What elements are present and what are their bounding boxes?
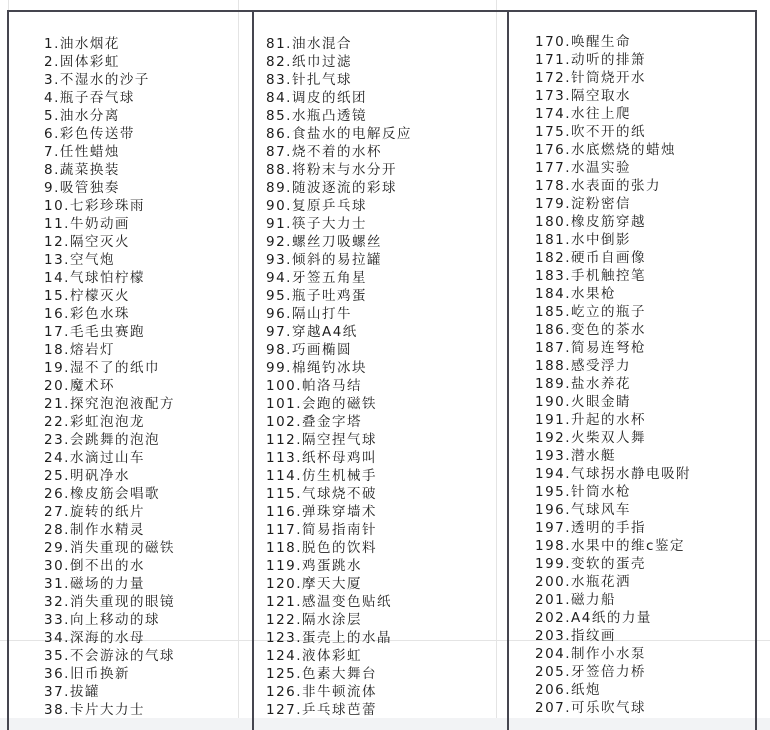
- list-item: 86.食盐水的电解反应: [266, 126, 412, 142]
- list-item: 25.明矾净水: [44, 468, 130, 484]
- list-item: 22.彩虹泡泡龙: [44, 414, 145, 430]
- list-item: 179.淀粉密信: [535, 196, 632, 212]
- list-item: 123.蛋壳上的水晶: [266, 630, 393, 646]
- list-item: 197.透明的手指: [535, 520, 647, 536]
- list-item: 114.仿生机械手: [266, 468, 378, 484]
- list-item: 82.纸巾过滤: [266, 54, 352, 70]
- list-item: 180.橡皮筋穿越: [535, 214, 647, 230]
- list-item: 7.任性蜡烛: [44, 144, 120, 160]
- list-item: 190.火眼金睛: [535, 394, 632, 410]
- list-item: 207.可乐吹气球: [535, 700, 647, 716]
- list-item: 34.深海的水母: [44, 630, 145, 646]
- list-item: 31.磁场的力量: [44, 576, 145, 592]
- list-item: 5.油水分离: [44, 108, 120, 124]
- list-item: 176.水底燃烧的蜡烛: [535, 142, 677, 158]
- list-item: 97.穿越A4纸: [266, 324, 358, 340]
- list-item: 92.螺丝刀吸螺丝: [266, 234, 382, 250]
- list-item: 171.动听的排箫: [535, 52, 647, 68]
- list-item: 90.复原乒乓球: [266, 198, 367, 214]
- experiment-list-1: [44, 35, 175, 719]
- list-item: 200.水瓶花洒: [535, 574, 632, 590]
- list-item: 186.变色的茶水: [535, 322, 647, 338]
- list-item: 98.巧画椭圆: [266, 342, 352, 358]
- list-item: 94.牙签五角星: [266, 270, 367, 286]
- list-item: 95.瓶子吐鸡蛋: [266, 288, 367, 304]
- list-item: 3.不湿水的沙子: [44, 72, 150, 88]
- list-item: 203.指纹画: [535, 628, 617, 644]
- list-item: 185.屹立的瓶子: [535, 304, 647, 320]
- list-item: 91.筷子大力士: [266, 216, 367, 232]
- list-item: 194.气球拐水静电吸附: [535, 466, 692, 482]
- list-item: 24.水滴过山车: [44, 450, 145, 466]
- list-item: 21.探究泡泡液配方: [44, 396, 175, 412]
- list-item: 38.卡片大力士: [44, 702, 145, 718]
- list-item: 116.弹珠穿墙术: [266, 504, 378, 520]
- list-item: 20.魔术环: [44, 378, 115, 394]
- list-item: 10.七彩珍珠雨: [44, 198, 145, 214]
- list-item: 100.帕洛马结: [266, 378, 363, 394]
- list-item: 12.隔空灭火: [44, 234, 130, 250]
- list-item: 37.拔罐: [44, 684, 100, 700]
- list-item: 204.制作小水泵: [535, 646, 647, 662]
- list-item: 17.毛毛虫赛跑: [44, 324, 145, 340]
- list-item: 196.气球风车: [535, 502, 632, 518]
- list-item: 184.水果枪: [535, 286, 617, 302]
- list-item: 2.固体彩虹: [44, 54, 120, 70]
- list-item: 23.会跳舞的泡泡: [44, 432, 160, 448]
- list-item: 15.柠檬灭火: [44, 288, 130, 304]
- list-item: 126.非牛顿流体: [266, 684, 378, 700]
- list-item: 188.感受浮力: [535, 358, 632, 374]
- list-item: 182.硬币自画像: [535, 250, 647, 266]
- list-item: 36.旧币换新: [44, 666, 130, 682]
- list-item: 119.鸡蛋跳水: [266, 558, 363, 574]
- list-item: 4.瓶子吞气球: [44, 90, 135, 106]
- list-item: 81.油水混合: [266, 36, 352, 52]
- list-item: 113.纸杯母鸡叫: [266, 450, 378, 466]
- list-item: 172.针筒烧开水: [535, 70, 647, 86]
- list-item: 189.盐水养花: [535, 376, 632, 392]
- list-item: 13.空气炮: [44, 252, 115, 268]
- list-item: 85.水瓶凸透镜: [266, 108, 367, 124]
- list-item: 205.牙签倍力桥: [535, 664, 647, 680]
- list-item: 32.消失重现的眼镜: [44, 594, 175, 610]
- list-item: 118.脱色的饮料: [266, 540, 378, 556]
- list-item: 112.隔空捏气球: [266, 432, 378, 448]
- list-item: 117.简易指南针: [266, 522, 378, 538]
- list-item: 201.磁力船: [535, 592, 617, 608]
- list-item: 96.隔山打牛: [266, 306, 352, 322]
- list-item: 122.隔水涂层: [266, 612, 363, 628]
- list-item: 35.不会游泳的气球: [44, 648, 175, 664]
- list-item: 206.纸炮: [535, 682, 602, 698]
- list-item: 27.旋转的纸片: [44, 504, 145, 520]
- list-item: 124.液体彩虹: [266, 648, 363, 664]
- experiment-list-3: [535, 33, 691, 717]
- list-item: 125.色素大舞台: [266, 666, 378, 682]
- list-item: 121.感温变色贴纸: [266, 594, 393, 610]
- list-item: 1.油水烟花: [44, 36, 120, 52]
- list-item: 175.吹不开的纸: [535, 124, 647, 140]
- list-item: 199.变软的蛋壳: [535, 556, 647, 572]
- list-item: 178.水表面的张力: [535, 178, 662, 194]
- list-item: 11.牛奶动画: [44, 216, 130, 232]
- list-item: 84.调皮的纸团: [266, 90, 367, 106]
- list-item: 99.棉绳钓冰块: [266, 360, 367, 376]
- list-item: 198.水果中的维c鉴定: [535, 538, 685, 554]
- list-item: 28.制作水精灵: [44, 522, 145, 538]
- list-item: 170.唤醒生命: [535, 34, 632, 50]
- list-item: 115.气球烧不破: [266, 486, 378, 502]
- list-item: 93.倾斜的易拉罐: [266, 252, 382, 268]
- list-item: 19.湿不了的纸巾: [44, 360, 160, 376]
- list-item: 18.熔岩灯: [44, 342, 115, 358]
- list-item: 192.火柴双人舞: [535, 430, 647, 446]
- list-item: 33.向上移动的球: [44, 612, 160, 628]
- list-item: 14.气球怕柠檬: [44, 270, 145, 286]
- list-item: 6.彩色传送带: [44, 126, 135, 142]
- list-item: 183.手机触控笔: [535, 268, 647, 284]
- list-item: 191.升起的水杯: [535, 412, 647, 428]
- list-item: 202.A4纸的力量: [535, 610, 652, 626]
- list-item: 29.消失重现的磁铁: [44, 540, 175, 556]
- list-item: 187.简易连弩枪: [535, 340, 647, 356]
- list-item: 193.潜水艇: [535, 448, 617, 464]
- list-item: 89.随波逐流的彩球: [266, 180, 397, 196]
- list-item: 26.橡皮筋会唱歌: [44, 486, 160, 502]
- list-item: 83.针扎气球: [266, 72, 352, 88]
- list-item: 30.倒不出的水: [44, 558, 145, 574]
- list-item: 101.会跑的磁铁: [266, 396, 378, 412]
- experiment-list-2: [266, 35, 412, 719]
- list-item: 195.针筒水枪: [535, 484, 632, 500]
- list-item: 173.隔空取水: [535, 88, 632, 104]
- list-item: 16.彩色水珠: [44, 306, 130, 322]
- list-item: 120.摩天大厦: [266, 576, 363, 592]
- list-item: 8.蔬菜换装: [44, 162, 120, 178]
- list-item: 9.吸管独奏: [44, 180, 120, 196]
- list-item: 87.烧不着的水杯: [266, 144, 382, 160]
- list-item: 177.水温实验: [535, 160, 632, 176]
- list-item: 181.水中倒影: [535, 232, 632, 248]
- list-item: 102.叠金字塔: [266, 414, 363, 430]
- list-item: 88.将粉末与水分开: [266, 162, 397, 178]
- list-item: 127.乒乓球芭蕾: [266, 702, 378, 718]
- list-item: 174.水往上爬: [535, 106, 632, 122]
